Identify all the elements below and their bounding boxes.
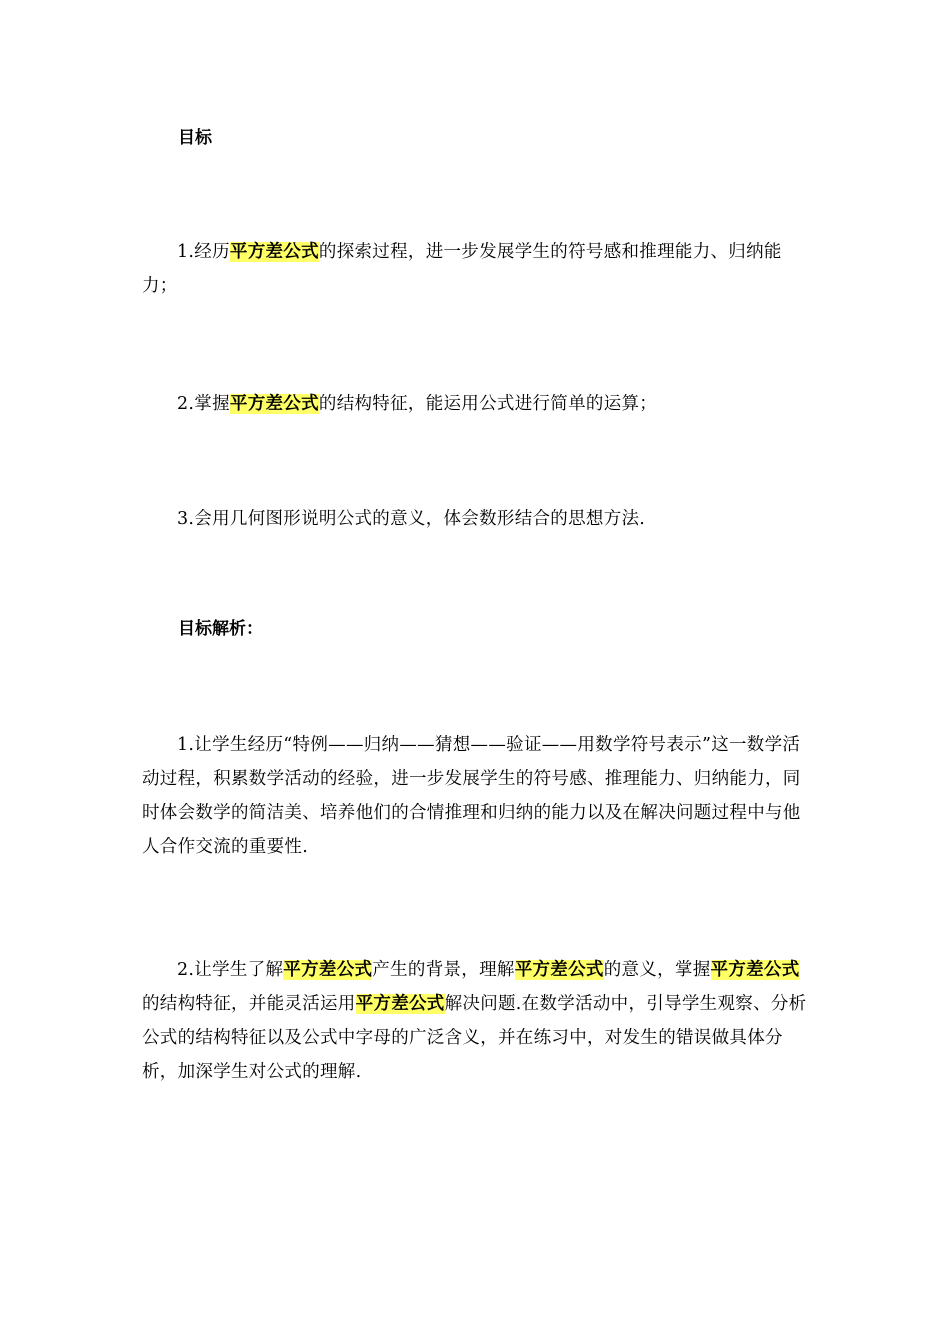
analysis-2-term-highlight-2: 平方差公式 [514,960,604,980]
analysis-heading: 目标解析： [178,619,263,639]
goal-1-term-highlight: 平方差公式 [229,242,319,262]
goal-heading: 目标 [178,128,212,148]
analysis-2-part-1: 2.让学生了解 [177,960,284,980]
goal-2-term-highlight: 平方差公式 [229,394,319,414]
analysis-2-part-2: 产生的背景，理解 [372,960,515,980]
goal-2-prefix: 2.掌握 [177,394,230,414]
analysis-2-term-highlight-4: 平方差公式 [355,994,445,1014]
goal-2-suffix: 的结构特征，能运用公式进行简单的运算； [318,394,658,414]
analysis-item-2 [142,953,810,1089]
analysis-2-term-highlight-1: 平方差公式 [283,960,373,980]
goal-item-1 [142,235,810,303]
goal-1-prefix: 1.经历 [177,242,230,262]
analysis-item-1: 1.让学生经历“特例——归纳——猜想——验证——用数学符号表示”这一数学活动过程，积累数学活动的经验，进一步发展学生的符号感、推理能力、归纳能力，同时体会数学的简洁美、培养他们的合情推理和归纳的能力以及在解决问题过程中与他人合作交流的重要性. [142,735,801,857]
analysis-2-part-3: 的意义，掌握 [603,960,711,980]
goal-1-suffix: 的探索过程，进一步发展学生的符号感和推理能力、归纳能力； [142,242,782,296]
analysis-2-part-5: 解决问题.在数学活动中，引导学生观察、分析公式的结构特征以及公式中字母的广泛含义，并在练习中，对发生的错误做具体分析，加深学生对公式的理解. [142,994,807,1082]
analysis-2-part-4: 的结构特征，并能灵活运用 [142,994,356,1014]
goal-item-2 [142,387,810,421]
analysis-2-term-highlight-3: 平方差公式 [710,960,800,980]
goal-item-3: 3.会用几何图形说明公式的意义，体会数形结合的思想方法. [177,509,646,529]
